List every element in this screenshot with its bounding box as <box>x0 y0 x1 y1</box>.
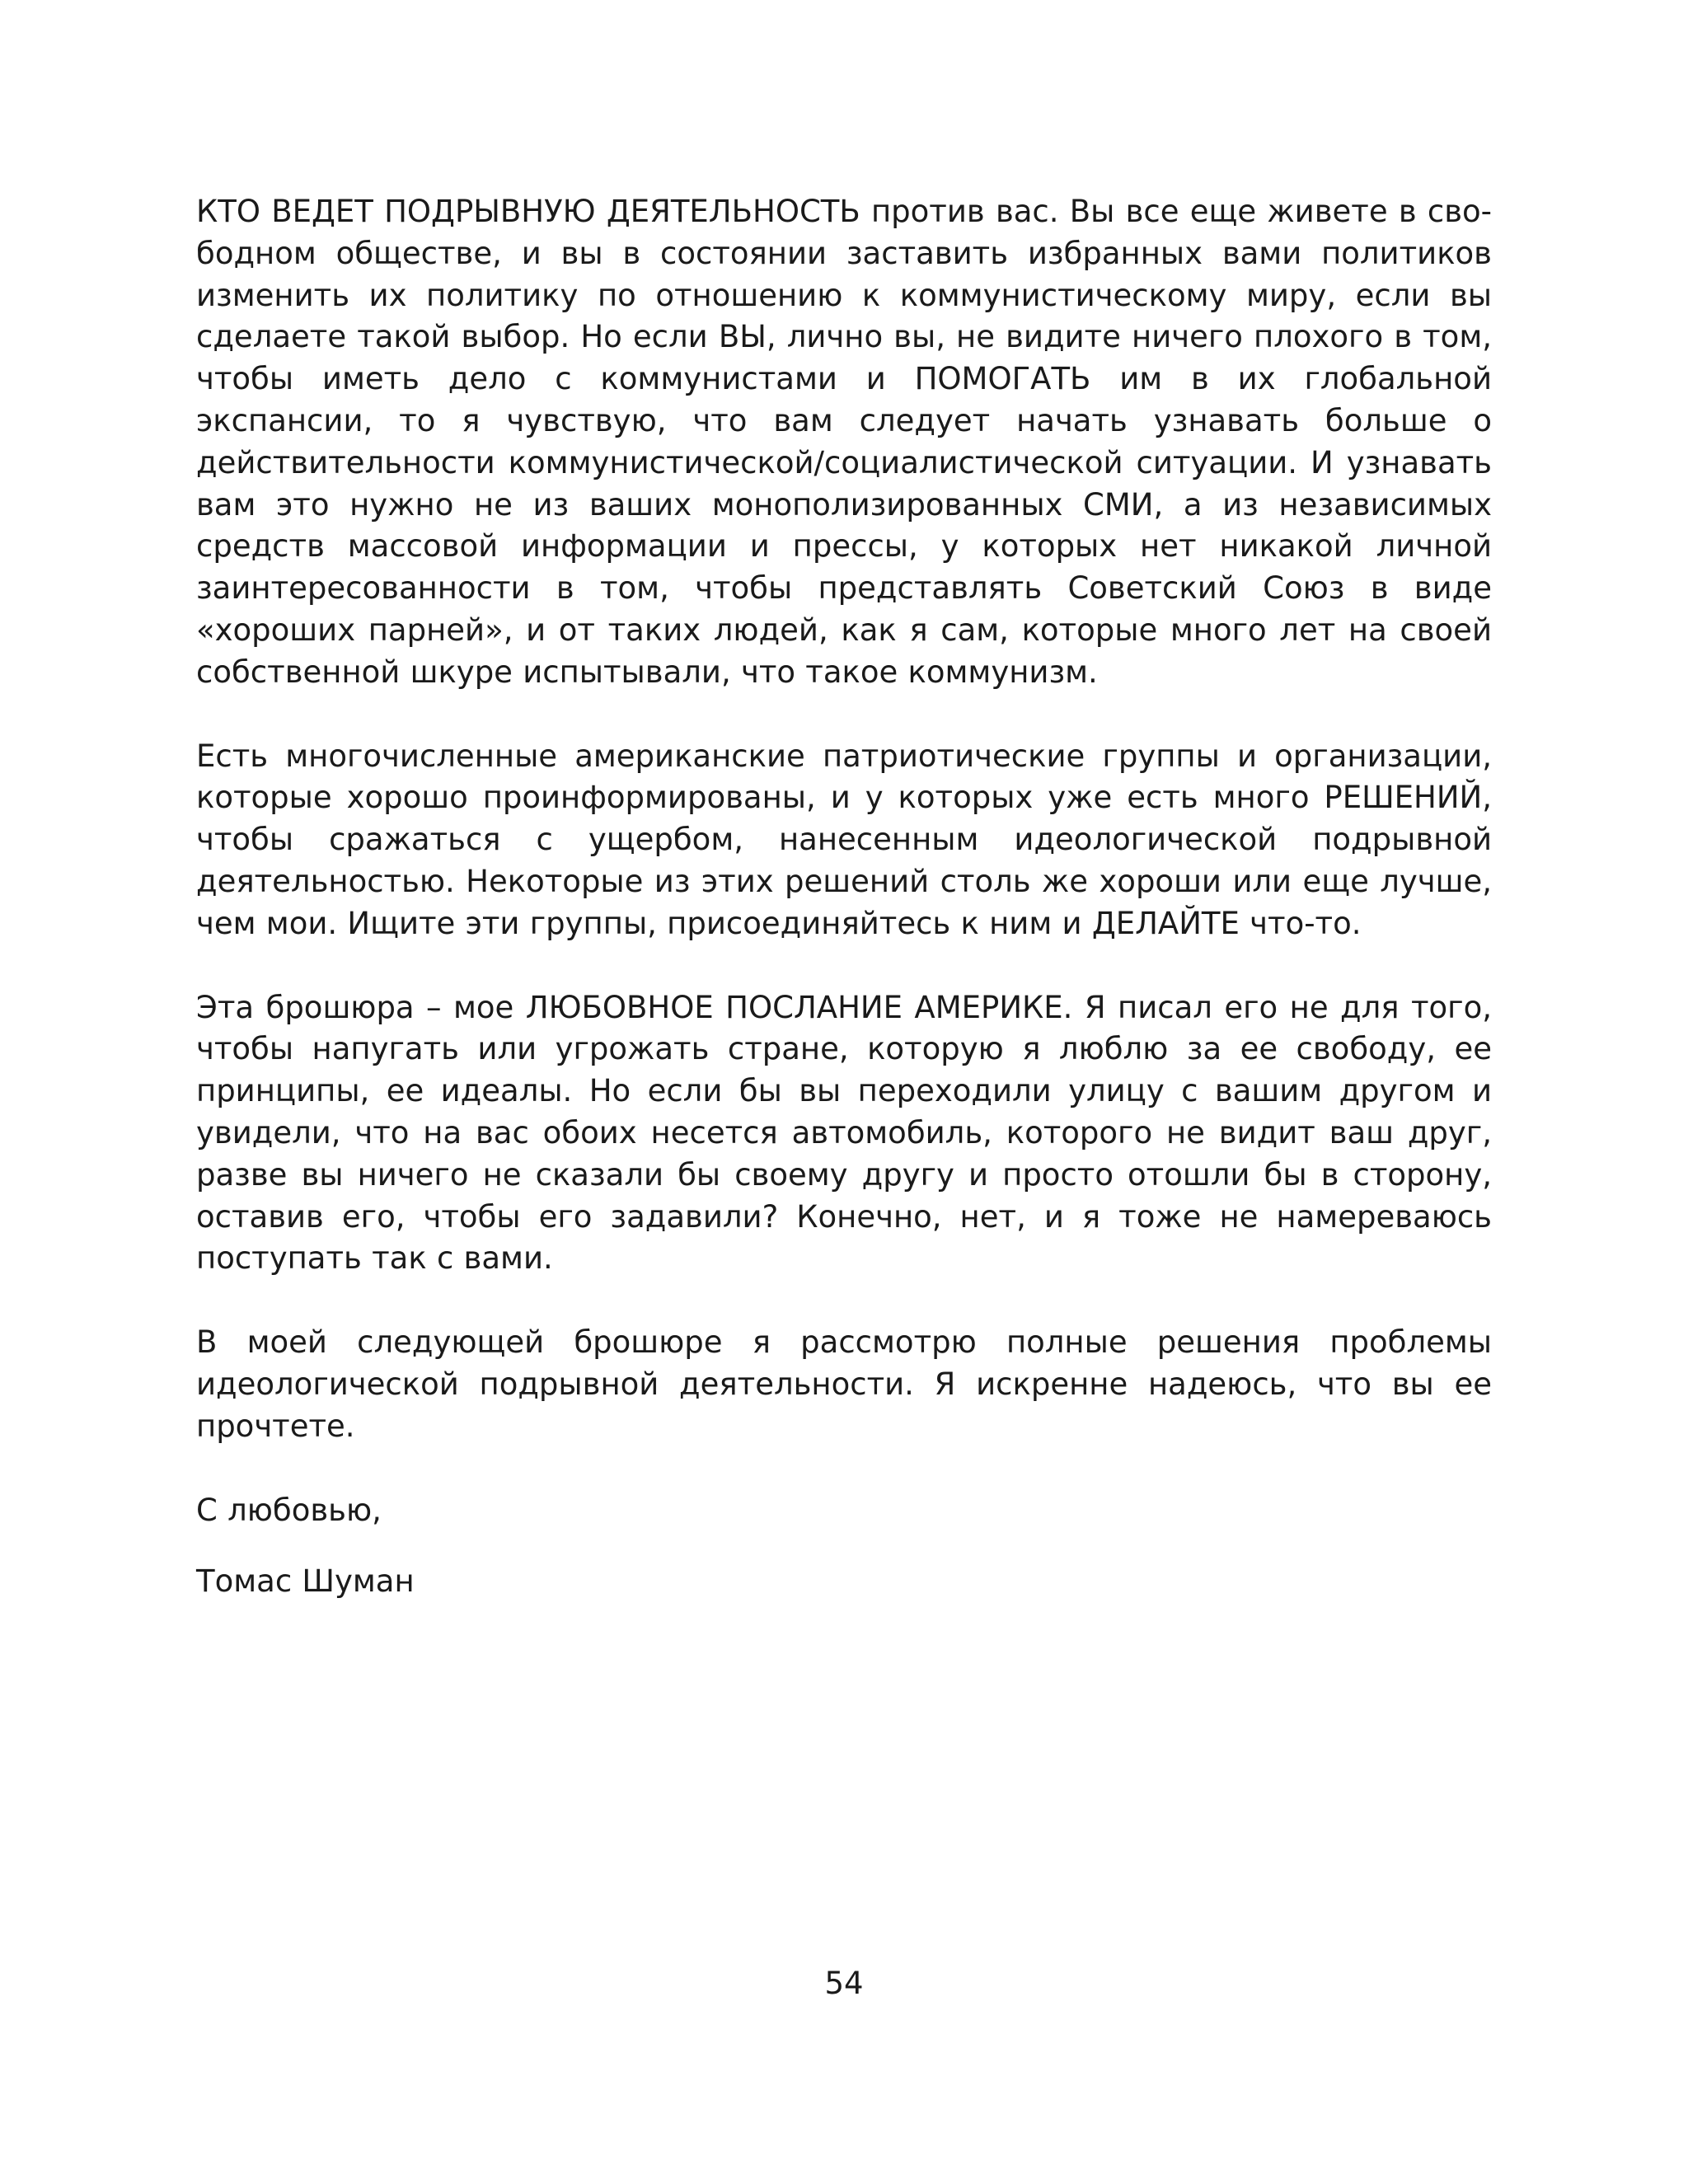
closing-line: С любовью, <box>196 1492 382 1528</box>
paragraph-love-letter: Эта брошюра – мое ЛЮБОВНОЕ ПОСЛАНИЕ АМЕРИКЕ. Я писал его не для того, чтобы напугать или угрожать стране, которую я люблю за ее свободу, ее принципы, ее идеалы. Но если бы вы переходили улицу с вашим другом и увидели, что на вас обоих несется автомобиль, которого не видит ваш друг, разве вы ничего не сказали бы своему другу и просто отошли бы в сторону, оставив его, чтобы его задавили? Конечно, нет, и я тоже не намереваюсь поступать так с вами. <box>196 989 1492 1277</box>
paragraph-subversion: КТО ВЕДЕТ ПОДРЫВНУЮ ДЕЯТЕЛЬНОСТЬ против вас. Вы все еще живете в свободном обществе, и вы в состоянии заставить избранных вами политиков изменить их политику по отношению к коммунистическому миру, если вы сделаете такой выбор. Но если ВЫ, лично вы, не видите ничего плохого в том, чтобы иметь дело с коммунистами и ПОМОГАТЬ им в их глобальной экспансии, то я чувствую, что вам следует начать узнавать больше о действительности коммунистической/социалистической ситуации. И узнавать вам это нужно не из ваших монополизированных СМИ, а из независимых средств массовой информации и прессы, у которых нет никакой личной заинтересованности в том, чтобы представлять Советский Союз в виде «хороших парней», и от таких людей, как я сам, которые много лет на своей собственной шкуре испытывали, что такое коммунизм. <box>196 194 1492 690</box>
page-number: 54 <box>824 1966 864 2001</box>
body-text <box>196 191 1492 1603</box>
paragraph-next-brochure: В моей следующей брошюре я рассмотрю полные решения проблемы идеологической подрывной деятельности. Я искренне надеюсь, что вы ее прочтете. <box>196 1324 1492 1444</box>
author-signature: Томас Шуман <box>196 1563 415 1600</box>
paragraph-patriotic-groups: Есть многочисленные американские патриотические группы и организации, которые хорошо проинформированы, и у которых уже есть много РЕШЕНИЙ, чтобы сражаться с ущербом, нанесенным идеологической подрывной деятельностью. Некоторые из этих решений столь же хороши или еще лучше, чем мои. Ищите эти группы, присоединяйтесь к ним и ДЕЛАЙТЕ что-то. <box>196 738 1492 941</box>
